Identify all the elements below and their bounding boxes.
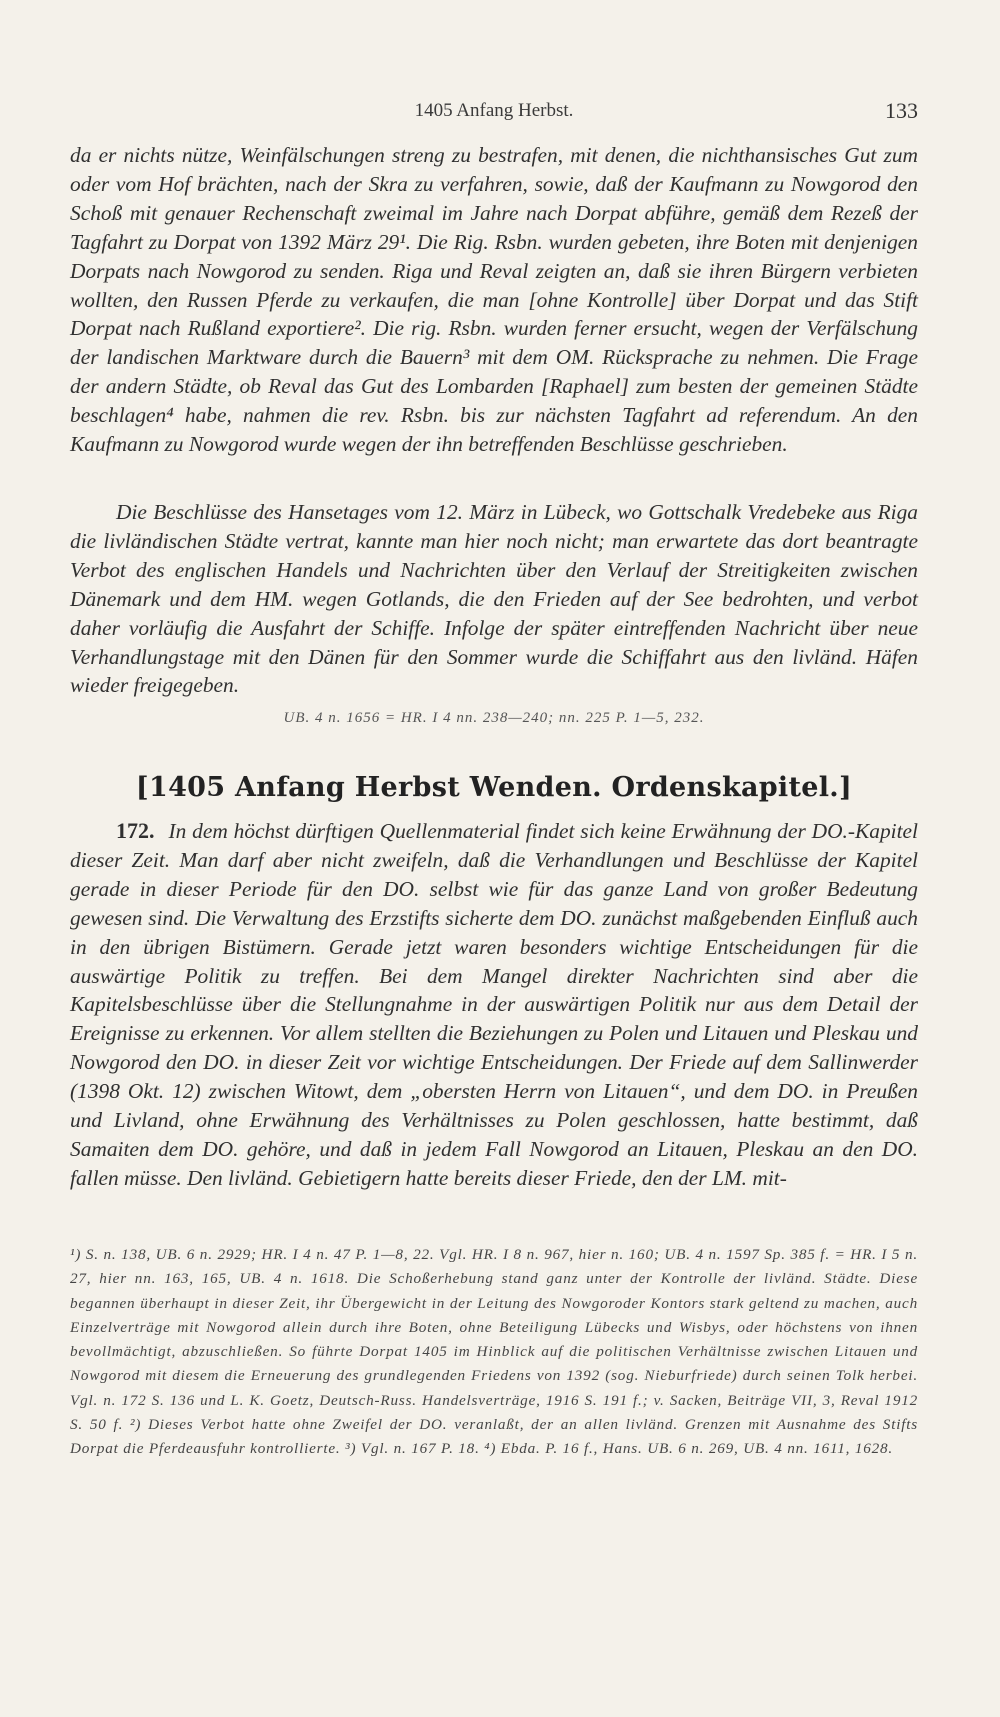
entry-text: In dem höchst dürftigen Quellenmaterial findet sich keine Erwähnung der DO.-Kapitel dieser Zeit. Man darf aber nicht zweifeln, daß die Verhandlungen und Beschlüsse der Kapitel gerade in dieser Periode für den DO. selbst wie für das ganze Land von großer Bedeutung gewesen sind. Die Verwaltung des Erzstifts sicherte dem DO. zunächst maßgebenden Einfluß auch in den übrigen Bistümern. Gerade jetzt waren besonders wichtige Entscheidungen für die auswärtige Politik zu treffen. Bei dem Mangel direkter Nachrichten sind aber die Kapitelsbeschlüsse über die Stellungnahme in der auswärtigen Politik nur aus dem Detail der Ereignisse zu erkennen. Vor allem stellten die Beziehungen zu Polen und Litauen und Pleskau und Nowgorod den DO. in dieser Zeit vor wichtige Entscheidungen. Der Friede auf dem Sallinwerder (1398 Okt. 12) zwischen Witowt, dem „obersten Herrn von Litauen“, und dem DO. in Preußen und Livland, ohne Erwähnung des Verhältnisses zu Polen geschlossen, hatte bestimmt, daß Samaiten dem DO. gehöre, und daß in jedem Fall Nowgorod an Litauen, Pleskau an den DO. fallen müsse. Den livländ. Gebietigern hatte bereits dieser Friede, den der LM. mit-	[70, 819, 918, 1190]
page-header-title: 1405 Anfang Herbst.	[414, 100, 574, 121]
entry-number: 172.	[116, 818, 155, 843]
paragraph-continued: da er nichts nütze, Weinfälschungen streng zu bestrafen, mit denen, die nichthansisches Gut zum oder vom Hof brächten, nach der Skra zu verfahren, sowie, daß der Kaufmann zu Nowgorod den Schoß mit genauer Rechenschaft zweimal im Jahre nach Dorpat abführe, gemäß dem Rezeß der Tagfahrt zu Dorpat von 1392 März 29¹. Die Rig. Rsbn. wurden gebeten, ihre Boten mit denjenigen Dorpats nach Nowgorod zu senden. Riga und Reval zeigten an, daß sie ihren Bürgern verbieten wollten, den Russen Pferde zu verkaufen, die man [ohne Kontrolle] über Dorpat und das Stift Dorpat nach Rußland exportiere². Die rig. Rsbn. wurden ferner ersucht, wegen der Verfälschung der landischen Marktware durch die Bauern³ mit dem OM. Rücksprache zu nehmen. Die Frage der andern Städte, ob Reval das Gut des Lombarden [Raphael] zum besten der gemeinen Städte beschlagen⁴ habe, nahmen die rev. Rsbn. bis zur nächsten Tagfahrt ad referendum. An den Kaufmann zu Nowgorod wurde wegen der ihn betreffenden Beschlüsse geschrieben.	[70, 143, 918, 457]
source-references: UB. 4 n. 1656 = HR. I 4 nn. 238—240; nn. 225 P. 1—5, 232.	[283, 710, 705, 726]
footnotes: ¹) S. n. 138, UB. 6 n. 2929; HR. I 4 n. 47 P. 1—8, 22. Vgl. HR. I 8 n. 967, hier n. 160; UB. 4 n. 1597 Sp. 385 f. = HR. I 5 n. 27, hier nn. 163, 165, UB. 4 n. 1618. Die Schoßerhebung stand ganz unter der Kontrolle der livländ. Städte. Diese begannen überhaupt in dieser Zeit, ihr Übergewicht in der Leitung des Nowgoroder Kontors stark geltend zu machen, auch Einzelverträge mit Nowgorod allein durch ihre Boten, ohne Beteiligung Lübecks und Wisbys, oder höchstens von ihnen bevollmächtigt, abzuschließen. So führte Dorpat 1405 im Hinblick auf die politischen Verhältnisse zwischen Litauen und Nowgorod mit diesem die Erneuerung des grundlegenden Friedens von 1392 (sog. Nieburfriede) durch seinen Tolk herbei. Vgl. n. 172 S. 136 und L. K. Goetz, Deutsch-Russ. Handelsverträge, 1916 S. 191 f.; v. Sacken, Beiträge VII, 3, Reval 1912 S. 50 f. ²) Dieses Verbot hatte ohne Zweifel der DO. veranlaßt, der an allen livländ. Grenzen mit Ausnahme des Stifts Dorpat die Pferdeausfuhr kontrollierte. ³) Vgl. n. 167 P. 18. ⁴) Ebda. P. 16 f., Hans. UB. 6 n. 269, UB. 4 nn. 1611, 1628.	[70, 1246, 918, 1458]
paragraph-hansetag: Die Beschlüsse des Hansetages vom 12. März in Lübeck, wo Gottschalk Vredebeke aus Riga die livländischen Städte vertrat, kannte man hier noch nicht; man erwartete das dort beantragte Verbot des englischen Handels und Nachrichten über den Verlauf der Streitigkeiten zwischen Dänemark und dem HM. wegen Gotlands, die den Frieden auf der See bedrohten, und verbot daher vorläufig die Ausfahrt der Schiffe. Infolge der später eintreffenden Nachricht über neue Verhandlungstage mit den Dänen für den Sommer wurde die Schiffahrt aus den livländ. Häfen wieder freigegeben.	[70, 500, 918, 698]
page-number: 133	[885, 98, 918, 123]
entry-172	[70, 817, 918, 1193]
section-heading: [1405 Anfang Herbst Wenden. Ordenskapitel.]	[135, 772, 853, 803]
running-head	[70, 96, 918, 126]
